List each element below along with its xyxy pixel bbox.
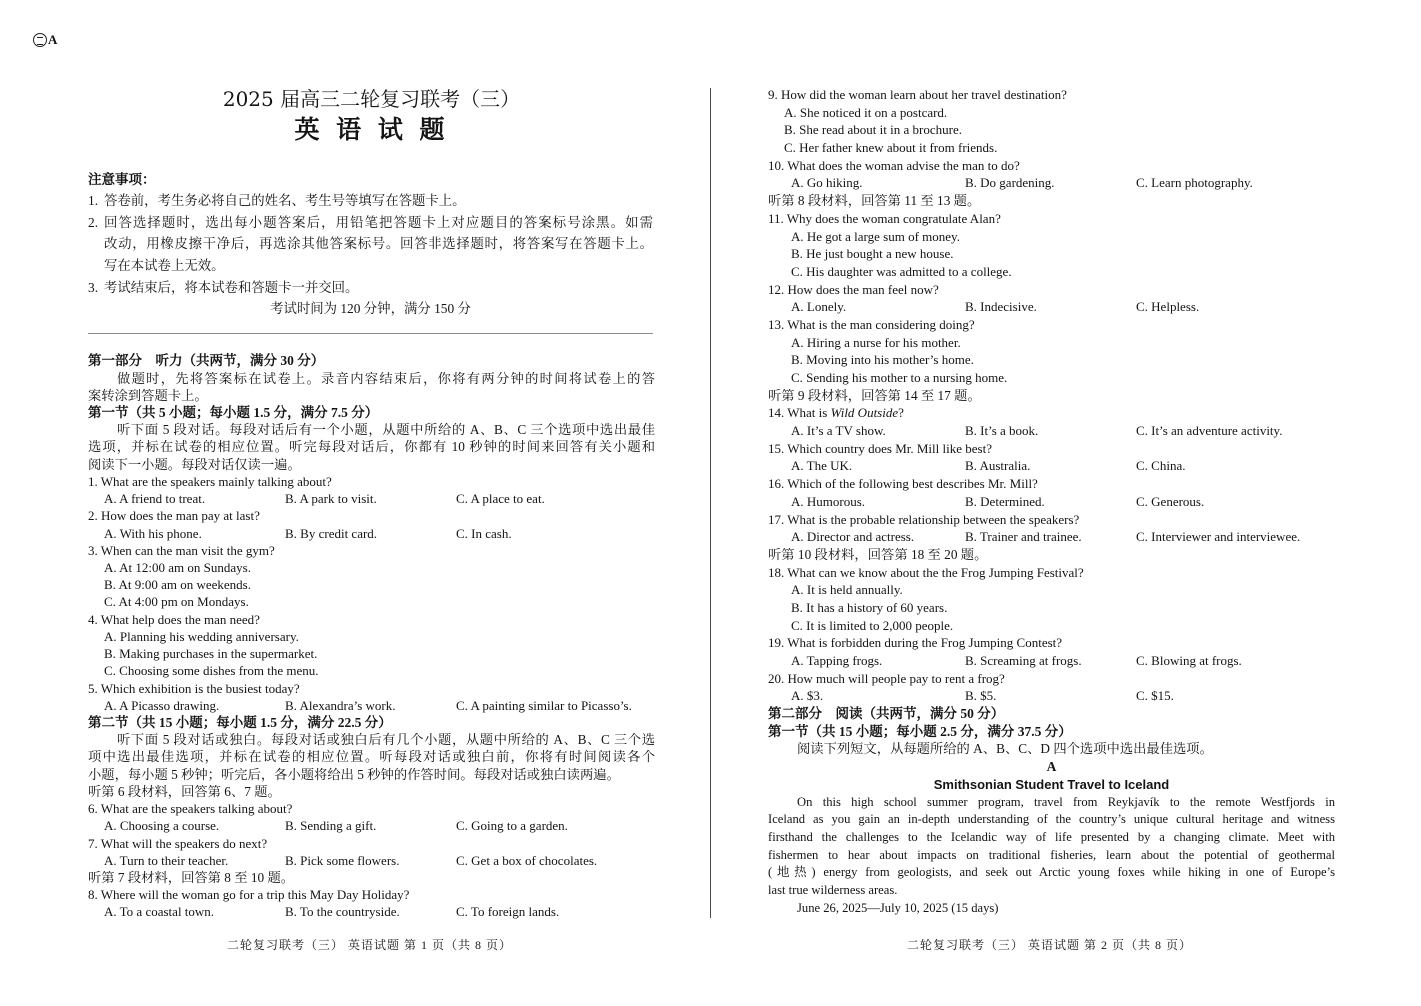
page-footer-right: 二轮复习联考（三） 英语试题 第 2 页（共 8 页） [906,938,1192,952]
option-b: B. It has a history of 60 years. [791,599,948,615]
option-a: A. Planning his wedding anniversary. [104,628,299,644]
question-7-options [88,852,655,869]
option-b: B. Determined. [965,493,1045,509]
option-a: A. A friend to treat. [104,491,206,507]
right-column [768,86,1335,917]
option-c: C. Blowing at frogs. [1136,653,1242,668]
question-17-options [768,528,1335,546]
material-cue-8: 听第 8 段材料，回答第 11 至 13 题。 [768,193,981,209]
option-a: A. With his phone. [104,525,202,541]
option-a: A. At 12:00 am on Sundays. [104,560,251,576]
option-c: C. Generous. [1136,493,1205,509]
question-5: 5. Which exhibition is the busiest today? [88,680,300,696]
question-20: 20. How much will people pay to rent a frog? [768,670,1005,686]
question-14 [768,404,1335,422]
option-b: B. Australia. [965,458,1031,474]
option-c: C. Learn photography. [1136,175,1253,191]
option-c: C. It’s an adventure activity. [1136,423,1283,439]
option-c: C. A place to eat. [456,491,545,507]
section-1-instruction-line: 阅读下一小题。每段对话仅读一遍。 [88,456,301,472]
question-15-options [768,457,1335,475]
option-b: B. $5. [965,688,997,704]
note-number: 3. [88,279,99,295]
question-10-options [768,174,1335,192]
option-a: A. It is held annually. [791,582,903,598]
passage-line: Iceland as you gain an in-depth understanding of the country’s unique cultural heritage and witness [768,812,1335,827]
exam-code-seal-icon [33,33,47,47]
option-a: A. A Picasso drawing. [104,697,220,713]
option-c: C. To foreign lands. [456,904,560,920]
section-2-instruction-line: 项中选出最佳选项，并标在试卷的相应位置。听每段对话或独白前，你将有时间阅读各个 [88,749,655,765]
part-2-title: 第二部分 阅读（共两节，满分 50 分） [768,706,1005,722]
option-b: B. By credit card. [285,525,378,541]
question-3: 3. When can the man visit the gym? [88,542,275,558]
material-cue-6: 听第 6 段材料，回答第 6、7 题。 [88,783,281,799]
option-a: A. Choosing a course. [104,818,220,834]
page-footer-left: 二轮复习联考（三） 英语试题 第 1 页（共 8 页） [226,938,512,952]
option-a: A. $3. [791,688,824,704]
option-c: C. A painting similar to Picasso’s. [456,697,632,713]
option-a: A. The UK. [791,458,853,474]
option-c: C. Sending his mother to a nursing home. [791,370,1008,385]
question-1: 1. What are the speakers mainly talking about? [88,473,332,489]
option-b: B. Trainer and trainee. [965,529,1082,545]
option-b: B. A park to visit. [285,491,377,507]
option-b: B. Pick some flowers. [285,852,400,868]
question-12-options [768,298,1335,316]
question-19: 19. What is forbidden during the Frog Jumping Contest? [768,635,1063,651]
passage-line: firsthand the challenges to the Icelandic way of life presented by a changing climate. Meet with [768,829,1335,844]
section-2-instruction-line: 小题，每小题 5 秒钟；听完后，各小题将给出 5 秒钟的作答时间。每段对话或独白读两遍。 [88,766,620,782]
option-b: B. It’s a book. [965,423,1039,439]
note-item-2-line-3: 写在本试卷上无效。 [104,258,225,274]
question-8-options [88,903,655,920]
note-number: 1. [88,193,99,208]
note-number: 2. [88,214,99,230]
column-divider [710,88,711,918]
option-c: C. China. [1136,458,1186,474]
section-2-title: 第二节（共 15 小题；每小题 1.5 分，满分 22.5 分） [88,714,392,730]
option-a: A. To a coastal town. [104,904,215,920]
material-cue-7: 听第 7 段材料，回答第 8 至 10 题。 [88,869,295,885]
program-dates: June 26, 2025—July 10, 2025 (15 days) [797,900,999,915]
passage-line: fishermen to hear about impacts on traditional fisheries, learn about the potential of geothermal [768,847,1335,862]
option-c: C. Interviewer and interviewee. [1136,529,1301,545]
note-text: 答卷前，考生务必将自己的姓名、考生号等填写在答题卡上。 [104,193,466,208]
question-5-options [88,697,655,714]
option-c: C. Going to a garden. [456,818,568,834]
option-a: A. He got a large sum of money. [791,228,960,244]
option-c: C. Get a box of chocolates. [456,852,598,868]
exam-version-code: A [48,32,58,47]
section-1-instruction-line: 听下面 5 段对话。每段对话后有一个小题，从题中所给的 A、B、C 三个选项中选出最佳 [117,422,655,438]
question-8: 8. Where will the woman go for a trip this May Day Holiday? [88,887,410,903]
option-c: C. $15. [1136,688,1174,704]
section-1-instruction-line: 选项，并标在试卷的相应位置。听完每段对话后，你都有 10 秒钟的时间来回答有关小题和 [88,439,655,455]
option-c: C. Helpless. [1136,299,1200,315]
reading-instruction: 阅读下列短文，从每题所给的 A、B、C、D 四个选项中选出最佳选项。 [797,741,1213,757]
option-b: B. To the countryside. [285,904,400,920]
part-1-intro-line: 案转涂到答题卡上。 [88,387,208,403]
question-14-options [768,422,1335,440]
option-b: B. Indecisive. [965,299,1037,315]
note-item-1 [88,190,653,212]
part-1-intro-line: 做题时，先将答案标在试卷上。录音内容结束后，你将有两分钟的时间将试卷上的答 [117,370,655,386]
question-17: 17. What is the probable relationship between the speakers? [768,511,1080,527]
option-c: C. In cash. [456,525,512,541]
question-6: 6. What are the speakers talking about? [88,801,293,817]
option-a: A. Humorous. [791,493,866,509]
option-c: C. His daughter was admitted to a college. [791,263,1012,279]
question-1-options [88,490,655,507]
option-c: C. At 4:00 pm on Mondays. [104,594,249,610]
question-16: 16. Which of the following best describes Mr. Mill? [768,476,1038,492]
part-1-title: 第一部分 听力（共两节，满分 30 分） [88,353,325,369]
note-item-2 [88,212,653,234]
question-20-options [768,687,1335,705]
option-a: A. Director and actress. [791,529,915,545]
question-14-title-italic: Wild Outside [830,405,899,421]
question-4: 4. What help does the man need? [88,611,260,627]
question-15: 15. Which country does Mr. Mill like best? [768,440,992,456]
question-2: 2. How does the man pay at last? [88,508,260,524]
question-19-options [768,652,1335,670]
option-c: C. It is limited to 2,000 people. [791,617,954,633]
section-2-instruction-line: 听下面 5 段对话或独白。每段对话或独白后有几个小题，从题中所给的 A、B、C 三个选 [117,732,655,748]
option-b: B. Sending a gift. [285,818,377,834]
reading-section-1-title: 第一节（共 15 小题；每小题 2.5 分，满分 37.5 分） [768,723,1072,739]
option-c: C. Her father knew about it from friends. [784,140,998,156]
option-b: B. Do gardening. [965,175,1055,191]
subject-title: 英 语 试 题 [294,115,449,144]
question-13: 13. What is the man considering doing? [768,316,975,332]
notes-list [88,190,653,320]
notes-heading: 注意事项： [88,172,156,188]
option-b: B. Moving into his mother’s home. [791,352,974,368]
question-10: 10. What does the woman advise the man to do? [768,157,1020,173]
option-b: B. He just bought a new house. [791,246,954,262]
note-text: 回答选择题时，选出每小题答案后，用铅笔把答题卡上对应题目的答案标号涂黑。如需 [104,214,653,230]
question-11: 11. Why does the woman congratulate Alan? [768,210,1001,226]
option-b: B. Alexandra’s work. [285,697,396,713]
exam-time-note: 考试时间为 120 分钟，满分 150 分 [270,301,471,317]
option-a: A. Tapping frogs. [791,653,883,668]
header-divider [88,333,653,334]
material-cue-9: 听第 9 段材料，回答第 14 至 17 题。 [768,387,981,403]
question-6-options [88,817,655,834]
left-column [88,352,655,920]
option-a: A. Turn to their teacher. [104,852,229,868]
question-14-text: 14. What is [768,405,831,421]
option-a: A. Hiring a nurse for his mother. [791,334,961,350]
question-7: 7. What will the speakers do next? [88,835,268,851]
passage-label: A [1046,759,1057,775]
option-a: A. It’s a TV show. [791,423,886,439]
option-b: B. She read about it in a brochure. [784,122,962,138]
passage-line: last true wilderness areas. [768,882,898,897]
question-18: 18. What can we know about the the Frog Jumping Festival? [768,564,1084,580]
question-9: 9. How did the woman learn about her travel destination? [768,87,1067,102]
option-c: C. Choosing some dishes from the menu. [104,663,319,679]
note-item-2-line-2: 改动，用橡皮擦干净后，再选涂其他答案标号。回答非选择题时，将答案写在答题卡上。 [104,236,653,252]
note-text: 考试结束后，将本试卷和答题卡一并交回。 [104,279,359,295]
exam-title: 2025 届高三二轮复习联考（三） [222,87,521,111]
passage-line: (地热) energy from geologists, and seek out Arctic young foxes while hiking in one of Europe’s [768,865,1335,880]
option-b: B. At 9:00 am on weekends. [104,577,251,593]
option-a: A. Go hiking. [791,175,863,191]
note-item-3 [88,277,653,299]
section-1-title: 第一节（共 5 小题；每小题 1.5 分，满分 7.5 分） [88,405,379,421]
passage-line: On this high school summer program, travel from Reykjavík to the remote Westfjords in [797,794,1335,809]
question-16-options [768,493,1335,511]
material-cue-10: 听第 10 段材料，回答第 18 至 20 题。 [768,546,988,562]
question-12: 12. How does the man feel now? [768,281,939,297]
question-2-options [88,525,655,542]
question-14-mark: ? [898,405,904,421]
option-a: A. She noticed it on a postcard. [784,104,948,120]
option-b: B. Screaming at frogs. [965,653,1082,668]
option-a: A. Lonely. [791,299,847,315]
option-b: B. Making purchases in the supermarket. [104,646,318,662]
passage-title: Smithsonian Student Travel to Iceland [933,776,1170,792]
